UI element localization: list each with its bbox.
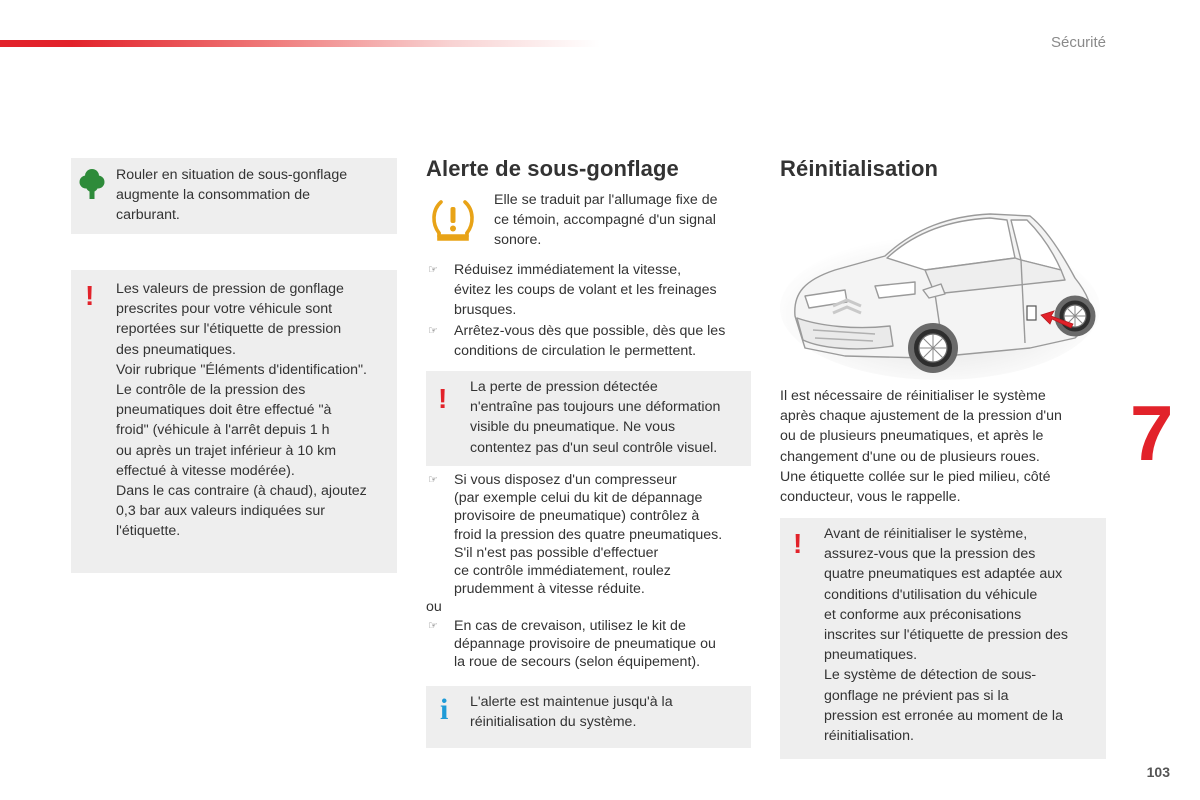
exclamation-icon: ! [438, 383, 448, 414]
pointer-icon: ☞ [428, 264, 438, 276]
action-list-2 [426, 471, 756, 671]
text-line: pneumatiques doit être effectué "à [116, 402, 332, 419]
exclamation-icon: ! [793, 528, 803, 559]
text-line: reportées sur l'étiquette de pression [116, 321, 342, 338]
alert-intro-text [494, 190, 749, 251]
text-line: la roue de secours (selon équipement). [454, 654, 701, 671]
text-line: prescrites pour votre véhicule sont [116, 301, 333, 318]
pointer-icon: ☞ [428, 619, 438, 632]
text-line: La perte de pression détectée [470, 379, 658, 395]
text-line: Avant de réinitialiser le système, [824, 526, 1028, 542]
underinflation-alert-heading: Alerte de sous-gonflage [426, 156, 679, 181]
text-line: Les valeurs de pression de gonflage [116, 281, 344, 297]
pressure-loss-warning-box [426, 371, 751, 466]
text-line: assurez-vous que la pression des [824, 546, 1036, 563]
alert-info-box [426, 686, 751, 748]
chapter-number: 7 [1130, 389, 1174, 477]
exclamation-icon: ! [85, 280, 95, 311]
info-icon: i [440, 693, 449, 726]
text-line: Si vous disposez d'un compresseur [454, 472, 677, 488]
text-line: dépannage provisoire de pneumatique ou [454, 635, 716, 652]
reset-warning-box [780, 518, 1106, 759]
text-line: n'entraîne pas toujours une déformation [470, 399, 721, 416]
text-line: après chaque ajustement de la pression d'un [780, 408, 1062, 425]
car-illustration [775, 198, 1105, 383]
text-line: et conforme aux préconisations [824, 606, 1022, 623]
text-line: Il est nécessaire de réinitialiser le système [780, 388, 1046, 404]
text-line: conditions d'utilisation du véhicule [824, 586, 1038, 603]
list-item [426, 617, 756, 672]
reset-heading: Réinitialisation [780, 156, 939, 181]
tree-icon [79, 168, 105, 200]
list-item [426, 321, 756, 361]
pointer-icon: ☞ [428, 324, 438, 337]
text-line: Le contrôle de la pression des [116, 382, 306, 399]
text-line: Voir rubrique "Éléments d'identification". [116, 361, 367, 378]
text-line: froid la pression des quatre pneumatiques. [454, 526, 723, 543]
text-line: augmente la consommation de [116, 187, 311, 204]
text-line: L'alerte est maintenue jusqu'à la [470, 694, 673, 710]
text-line: effectué à vitesse modérée). [116, 462, 295, 479]
text-line: gonflage ne prévient pas si la [824, 687, 1009, 704]
tyre-pressure-warning-icon [430, 197, 476, 243]
text-line: conducteur, vous le rappelle. [780, 489, 961, 506]
pressure-loss-warning-text [470, 377, 750, 458]
text-line: visible du pneumatique. Ne vous [470, 419, 676, 436]
alert-info-text [470, 692, 745, 732]
text-line: prudemment à vitesse réduite. [454, 581, 645, 598]
text-line: l'étiquette. [116, 523, 181, 540]
text-line: Elle se traduit par l'allumage fixe de [494, 192, 718, 208]
page-number: 103 [1146, 764, 1170, 780]
text-line: 0,3 bar aux valeurs indiquées sur [116, 503, 325, 520]
text-line: sonore. [494, 232, 542, 249]
text-line: pneumatiques. [824, 647, 918, 664]
list-item [426, 471, 756, 598]
text-line: Le système de détection de sous- [824, 667, 1037, 684]
header-accent-bar [0, 40, 600, 47]
text-line: pression est erronée au moment de la [824, 707, 1063, 724]
eco-note-box [71, 158, 397, 234]
section-title: Sécurité [1050, 34, 1106, 51]
text-line: ou après un trajet inférieur à 10 km [116, 442, 337, 459]
text-line: ou de plusieurs pneumatiques, et après le [780, 428, 1044, 445]
text-line: Dans le cas contraire (à chaud), ajoutez [116, 483, 367, 500]
text-line: Arrêtez-vous dès que possible, dès que les [454, 322, 726, 339]
eco-note-text [116, 165, 391, 226]
text-line: conditions de circulation le permettent. [454, 342, 697, 359]
text-line: Rouler en situation de sous-gonflage [116, 167, 348, 183]
text-line: réinitialisation du système. [470, 714, 637, 731]
text-line: (par exemple celui du kit de dépannage [454, 490, 703, 507]
action-list-1 [426, 260, 756, 361]
pointer-icon: ☞ [428, 474, 438, 486]
text-line: évitez les coups de volant et les freinages [454, 282, 717, 299]
text-line: En cas de crevaison, utilisez le kit de [454, 617, 686, 634]
text-line: quatre pneumatiques est adaptée aux [824, 566, 1063, 583]
text-line: S'il n'est pas possible d'effectuer [454, 544, 659, 561]
reset-paragraph [780, 386, 1110, 507]
text-line: changement d'une ou de plusieurs roues. [780, 448, 1040, 465]
or-text: ou [426, 599, 442, 616]
list-item [426, 260, 756, 321]
text-line: brusques. [454, 302, 517, 319]
reset-warning-text [824, 524, 1104, 746]
text-line: ce témoin, accompagné d'un signal [494, 212, 716, 229]
text-line: carburant. [116, 207, 180, 224]
text-line: Réduisez immédiatement la vitesse, [454, 262, 682, 278]
text-line: inscrites sur l'étiquette de pression des [824, 627, 1069, 644]
text-line: des pneumatiques. [116, 341, 236, 358]
text-line: contentez pas d'un seul contrôle visuel. [470, 439, 718, 456]
text-line: ce contrôle immédiatement, roulez [454, 563, 671, 580]
text-line: réinitialisation. [824, 728, 914, 745]
text-line: provisoire de pneumatique) contrôlez à [454, 508, 700, 525]
text-line: Une étiquette collée sur le pied milieu, côté [780, 468, 1051, 485]
pressure-warning-box [71, 270, 397, 573]
pressure-warning-text [116, 279, 396, 542]
text-line: froid" (véhicule à l'arrêt depuis 1 h [116, 422, 330, 439]
